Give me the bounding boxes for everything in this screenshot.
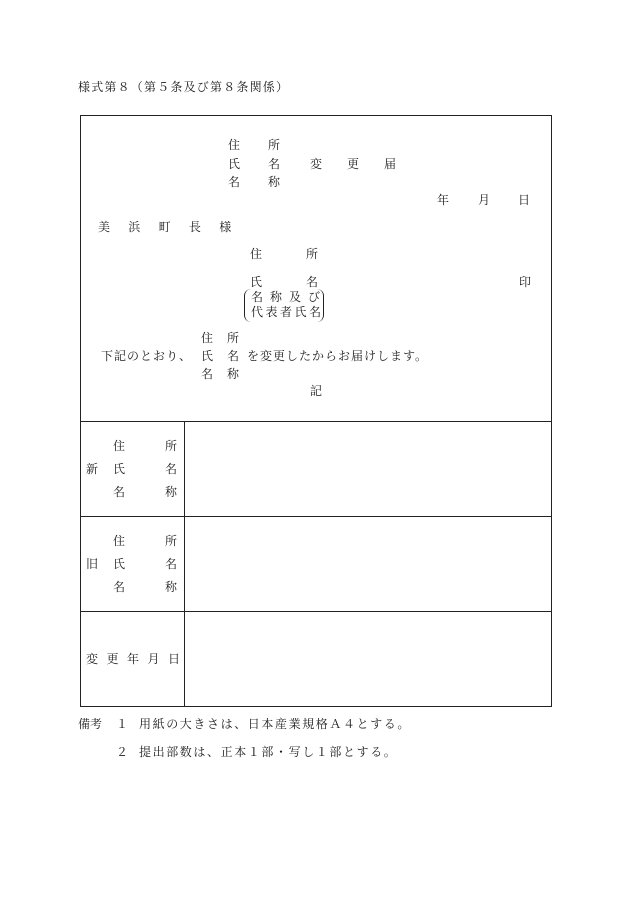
date-day-label: 日 xyxy=(518,193,531,207)
old-company-name-label: 名称 xyxy=(113,580,218,594)
statement-suffix: を変更したからお届けします。 xyxy=(247,349,429,363)
statement-item-company-name: 名称 xyxy=(201,367,254,381)
old-marker: 旧 xyxy=(86,557,99,571)
statement-item-name: 氏名 xyxy=(201,349,254,363)
change-date-row xyxy=(80,611,552,707)
change-date-label: 変更年月日 xyxy=(86,652,189,666)
note-number: １ xyxy=(116,717,129,731)
new-marker: 新 xyxy=(86,462,99,476)
new-company-name-label: 名称 xyxy=(113,485,218,499)
note-number: ２ xyxy=(116,745,129,759)
form-title-suffix: 変更届 xyxy=(310,157,422,171)
date-month-label: 月 xyxy=(478,193,491,207)
new-info-label-cell xyxy=(80,421,218,516)
new-info-entry-area[interactable] xyxy=(185,422,551,515)
note-text: 提出部数は、正本１部・写し１部とする。 xyxy=(139,745,398,759)
form-title-name: 氏名 xyxy=(228,157,309,171)
notes-heading: 備考 xyxy=(78,717,103,731)
seal-label: 印 xyxy=(519,275,532,289)
representative-bracket xyxy=(244,289,328,322)
statement-item-address: 住所 xyxy=(201,331,254,345)
addressee: 美浜町長様 xyxy=(98,220,250,234)
old-address-label: 住所 xyxy=(113,534,218,548)
change-date-label-cell xyxy=(80,611,189,707)
note-text: 用紙の大きさは、日本産業規格Ａ４とする。 xyxy=(139,717,412,731)
form-number: 様式第８（第５条及び第８条関係） xyxy=(78,80,290,94)
applicant-name-label: 氏名 xyxy=(250,275,363,289)
statement-prefix: 下記のとおり、 xyxy=(101,349,193,363)
change-date-entry-area[interactable] xyxy=(185,612,551,706)
old-info-entry-area[interactable] xyxy=(185,517,551,610)
old-info-row xyxy=(80,516,552,611)
form-title-company-name: 名称 xyxy=(228,175,309,189)
representative-label-line2: 代表者氏名 xyxy=(251,305,324,319)
ki-heading: 記 xyxy=(310,384,323,398)
applicant-address-label: 住所 xyxy=(250,247,363,261)
change-notification-form xyxy=(80,115,552,707)
new-name-label: 氏名 xyxy=(113,462,218,476)
representative-label-line1: 名称及び xyxy=(251,290,328,304)
form-title-address: 住所 xyxy=(228,138,309,152)
new-info-row xyxy=(80,421,552,516)
old-name-label: 氏名 xyxy=(113,557,218,571)
date-year-label: 年 xyxy=(437,193,450,207)
old-info-label-cell xyxy=(80,516,218,611)
new-address-label: 住所 xyxy=(113,439,218,453)
